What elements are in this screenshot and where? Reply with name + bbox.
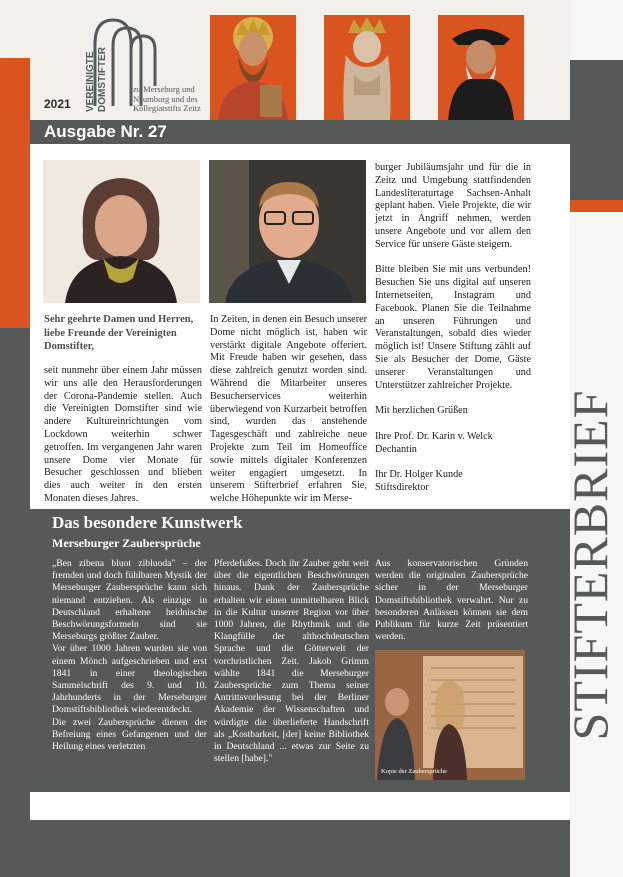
photo-stiftsdirektor (209, 160, 366, 303)
artwork-title: Das besondere Kunstwerk (52, 513, 243, 532)
artwork-column-3: Aus konservatorischen Gründen werden die originalen Zaubersprüche sicher in der Merseburger Domstiftsbibliothek verwahrt. Nur zu besonderen Anlässen können sie dem Publikum für kurze Zeit präsentiert werden. (375, 558, 528, 643)
logo-line-2: DOMSTIFTER (97, 47, 108, 112)
letter-column-2: In Zeiten, in denen ein Besuch unserer Dome nicht möglich ist, haben wir verstärkt digitale Angebote offeriert. Mit Freude haben wir gesehen, dass diese zahlreich genutzt worden sind. Während die Mitarbeiter unseres Besucherservices weiterhin überwiegend von Kurzarbeit betroffen sind, wurden das anstehende Tagesgeschäft und zahlreiche neue Projekte zum Teil im Homeoffice sowie mittels digitaler Konferenzen weiter engagiert umgesetzt. In unserem Stifterbrief erfahren Sie, welche Höhepunkte wir im Merse- (210, 314, 368, 505)
artwork-column-2: Pferdefußes. Doch ihr Zauber geht weit über die eigentlichen Beschwörungen hinaus. Dank der Zaubersprüche erhalten wir einen unmittelbaren Blick in die Kultur unserer Region vor über 1000 Jahren, die Rhythmik und die Klangfülle der althochdeutschen Sprache und die Götterwelt der vorchristlichen Zeit. Jakob Grimm wählte 1841 die Merseburger Zaubersprüche zum Thema seiner Antrittsvorlesung bei der Berliner Akademie der Wissenschaften und würdigte die überlieferte Handschrift als „Kostbarkeit, [der] keine Bibliothek in Deutschland ... etwas zur Seite zu stellen [habe]." (214, 558, 369, 765)
signature-name: Ihre Prof. Dr. Karin v. Welck (375, 430, 493, 442)
photo-dechantin (43, 160, 200, 303)
logo-wordmark (85, 14, 115, 112)
artwork-paragraph: „Ben zibena bluot zibluoda" – der fremden und doch fühlbaren Mystik der Merseburger Zaubersprüche kann sich niemand entziehen. Als einzige in Deutschland erhaltene heidnische Beschwörungsformeln sind sie Merseburgs größter Zauber. (52, 558, 207, 643)
signature-stiftsdirektor (375, 469, 531, 495)
letter-paragraph: Bitte bleiben Sie mit uns verbunden! Besuchen Sie uns digital auf unseren Internetseiten, Instagram und Facebook. Planen Sie die Teilnahme an unseren Führungen und Veranstaltungen, sobald dies wieder möglich ist! Unsere Stiftung zählt auf Sie als Besucher der Dome, Gäste unserer Veranstaltungen und Unterstützer zahlreicher Projekte. (375, 264, 531, 391)
photo-caption: Kopie der Zaubersprüche (381, 768, 448, 775)
right-accent-stripe (570, 200, 623, 212)
closing-greeting: Mit herzlichen Grüßen (375, 405, 468, 417)
letter-column-1: seit nunmehr über einem Jahr müssen wir uns alle den Herausforderungen der Corona-Pandemie stellen. Auch die Vereinigten Domstifter sind wie andere Kultureinrichtungen vom Lockdown weiterhin schwer getroffen. Im vergangenen Jahr waren unsere Dome vier Monate für Besucher geschlossen und blieben dies auch weiter in den ersten Monaten dieses Jahres. (44, 365, 202, 504)
signature-role: Stiftsdirektor (375, 481, 429, 493)
logo-line-1: VEREINIGTE (85, 51, 96, 112)
right-gray-block (570, 60, 623, 200)
artwork-subtitle: Merseburger Zaubersprüche (52, 536, 201, 550)
signature-dechantin (375, 431, 531, 457)
masthead-text: STIFTERBRIEF (562, 389, 618, 741)
logo-subtitle-line: zu Merseburg und (133, 84, 195, 94)
left-gray-stripe (0, 328, 30, 877)
masthead-title (560, 330, 620, 800)
logo-subtitle (133, 85, 201, 114)
artwork-column-1 (52, 558, 207, 753)
portrait-queen-statue (324, 15, 410, 120)
left-accent-stripe (0, 58, 30, 328)
photo-zaubersprueche-copy (375, 650, 525, 780)
bottom-gray-band (30, 820, 570, 877)
logo-subtitle-line: Naumburg und des (133, 93, 198, 104)
letter-column-3 (375, 162, 531, 508)
letter-paragraph: burger Jubiläumsjahr und für die in Zeitz und Umgebung stattfindenden Landesliteraturtage Sachsen-Anhalt geplant haben. Viele Projekte, die wir jetzt in Angriff nehmen, werden unsere Angebote und vor allem den Service für unsere Gäste steigern. (375, 162, 531, 250)
signature-role: Dechantin (375, 443, 417, 455)
portrait-king-painting (210, 15, 296, 120)
signature-name: Ihr Dr. Holger Kunde (375, 469, 463, 481)
artwork-paragraph: Die zwei Zaubersprüche dienen der Befreiung eines Gefangenen und der Heilung eines verletzten (52, 716, 207, 753)
letter-greeting: Sehr geehrte Damen und Herren, liebe Freunde der Vereinigten Domstifter, (44, 314, 194, 352)
logo-subtitle-line: Kollegiatstifts Zeitz (133, 103, 201, 113)
artwork-paragraph: Vor über 1000 Jahren wurden sie von einem Mönch aufgeschrieben und erst 1841 in einer theologischen Sammelschrift des 9. und 10. Jahrhunderts in der Merseburger Domstiftsbibliothek wiederentdeckt. (52, 643, 207, 716)
issue-number: Ausgabe Nr. 27 (44, 122, 167, 141)
year-label: 2021 (44, 97, 71, 111)
bottom-white-band (30, 792, 570, 820)
portrait-bishop-painting (438, 15, 524, 120)
